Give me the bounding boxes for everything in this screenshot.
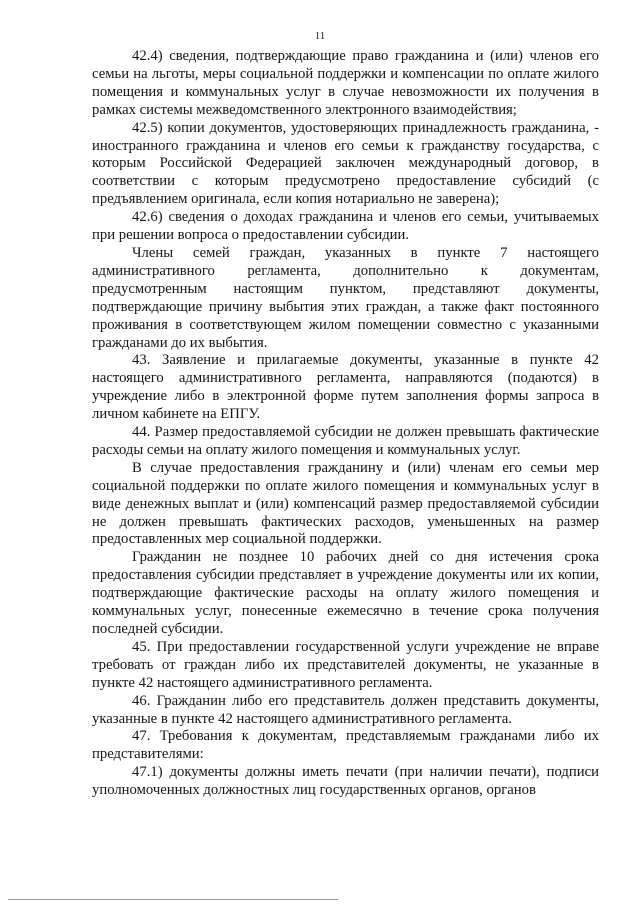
paragraph-family-members: Члены семей граждан, указанных в пункте 7 настоящего административного регламента, дополнительно к документам, предусмотренным настоящим пунктом, представляют документы, подтверждающие причину выбытия этих граждан, а также факт постоянного проживания в соответствующем жилом помещении совместно с указанными гражданами до их выбытия. bbox=[92, 244, 599, 351]
paragraph-44: 44. Размер предоставляемой субсидии не должен превышать фактические расходы семьи на оплату жилого помещения и коммунальных услуг. bbox=[92, 424, 599, 458]
footer-divider bbox=[8, 899, 338, 900]
paragraph-46: 46. Гражданин либо его представитель должен представить документы, указанные в пункте 42 настоящего административного регламента. bbox=[92, 692, 599, 727]
paragraph-44-expense-documents: Гражданин не позднее 10 рабочих дней со дня истечения срока предоставления субсидии представляет в учреждение документы или их копии, подтверждающие фактические расходы на оплату жилого помещения и коммунальных услуг, понесенные ежемесячно в течение срока получения последней субсидии. bbox=[92, 549, 599, 637]
paragraph-47: 47. Требования к документам, представляемым гражданами либо их представителями: bbox=[92, 728, 599, 763]
paragraph-42-5: 42.5) копии документов, удостоверяющих принадлежность гражданина, - иностранного гражданина и членов его семьи к гражданству государства, с которым Российской Федерацией заключен международный договор, в соответствии с которым предусмотрено предоставление субсидий (с предъявлением оригинала, если копия нотариально не заверена); bbox=[92, 119, 599, 208]
paragraph-42-4: 42.4) сведения, подтверждающие право гражданина и (или) членов его семьи на льготы, меры социальной поддержки и компенсации по оплате жилого помещения и коммунальных услуг в случае невозможности их получения в рамках системы межведомственного электронного взаимодействия; bbox=[92, 48, 599, 118]
paragraph-45: 45. При предоставлении государственной услуги учреждение не вправе требовать от граждан либо их представителей документы, не указанные в пункте 42 настоящего административного регламента. bbox=[92, 638, 599, 691]
document-body bbox=[92, 48, 599, 800]
paragraph-44-social-support: В случае предоставления гражданину и (или) членам его семьи мер социальной поддержки по оплате жилого помещения и коммунальных услуг в виде денежных выплат и (или) компенсаций размер предоставляемой субсидии не должен превышать фактических расходов, уменьшенных на размер предоставленных мер социальной поддержки. bbox=[92, 459, 599, 548]
page-number: 11 bbox=[314, 30, 326, 42]
paragraph-43: 43. Заявление и прилагаемые документы, указанные в пункте 42 настоящего административного регламента, направляются (подаются) в учреждение либо в электронной форме путем заполнения формы запроса в личном кабинете на ЕПГУ. bbox=[92, 352, 599, 423]
paragraph-47-1: 47.1) документы должны иметь печати (при наличии печати), подписи уполномоченных должностных лиц государственных органов, органов bbox=[92, 764, 599, 799]
paragraph-42-6: 42.6) сведения о доходах гражданина и членов его семьи, учитываемых при решении вопроса о предоставлении субсидии. bbox=[92, 209, 599, 244]
